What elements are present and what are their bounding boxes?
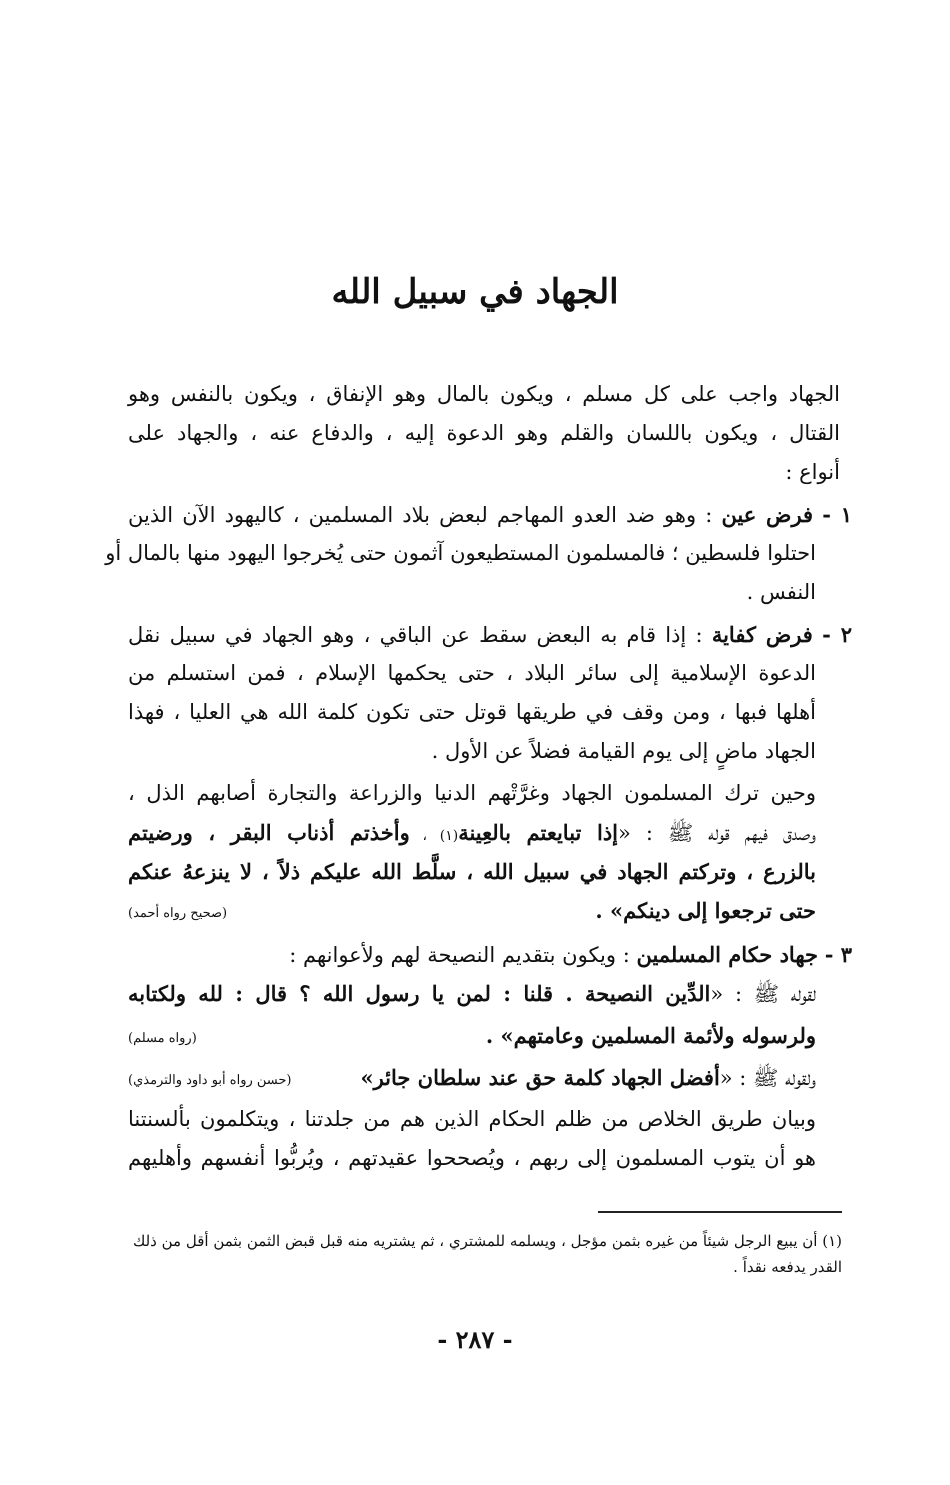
item-label: فرض كفاية [711, 622, 813, 647]
item3-line [128, 942, 852, 967]
footnote-divider [598, 1211, 842, 1213]
intro-line: أنواع : [785, 460, 840, 484]
hadith-text: الدِّين النصيحة . قلنا : لمن يا رسول الله ؟ قال : لله ولكتابه [128, 981, 711, 1006]
hadith-source: (حسن رواه أبو داود والترمذي) [128, 1073, 292, 1088]
item1-line: النفس . [746, 580, 816, 604]
text: وصدق فيهم قوله ﷺ : « [618, 821, 816, 845]
item-text: : إذا قام به البعض سقط عن الباقي ، وهو الجهاد في سبيل نقل [128, 623, 712, 647]
item2-line [128, 622, 852, 647]
leave-line [128, 820, 816, 851]
leave-line: وحين ترك المسلمون الجهاد وغرَّتْهم الدنيا والزراعة والتجارة أصابهم الذل ، [128, 781, 816, 805]
item-text: : وهو ضد العدو المهاجم لبعض بلاد المسلمين ، كاليهود الآن الذين [128, 503, 722, 527]
item-number: ٣ - [824, 942, 852, 967]
hadith-source: (صحيح رواه أحمد) [128, 906, 228, 921]
intro-line: القتال ، ويكون باللسان والقلم وهو الدعوة إليه ، والدفاع عنه ، والجهاد على [128, 421, 840, 445]
item1-line [128, 502, 852, 527]
footnote-ref: (١) ، [409, 828, 459, 844]
intro-line: الجهاد واجب على كل مسلم ، ويكون بالمال وهو الإنفاق ، ويكون بالنفس وهو [128, 382, 840, 406]
hadith-line: بالزرع ، وتركتم الجهاد في سبيل الله ، سلَّط الله عليكم ذلاً ، لا ينزعهُ عنكم [128, 859, 816, 884]
hadith-line: ولرسوله ولأئمة المسلمين وعامتهم» . [485, 1023, 816, 1048]
item-label: جهاد حكام المسلمين [636, 942, 818, 967]
page-title: الجهاد في سبيل الله [331, 272, 619, 312]
text: لقوله ﷺ : « [710, 982, 816, 1006]
item1-line: احتلوا فلسطين ؛ فالمسلمون المستطيعون آثمون حتى يُخرجوا اليهود منها بالمال أو [105, 541, 816, 565]
item2-line: الدعوة الإسلامية إلى سائر البلاد ، حتى يحكمها الإسلام ، فمن استسلم من [128, 661, 816, 685]
hadith-line: حتى ترجعوا إلى دينكم» . [595, 898, 816, 923]
footnote-line: (١) أن يبيع الرجل شيئاً من غيره بثمن مؤجل ، ويسلمه للمشتري ، ثم يشتريه منه قبل قبض الثمن بثمن أقل من ذلك [132, 1232, 842, 1250]
item2-line: أهلها فبها ، ومن وقف في طريقها قوتل حتى تكون كلمة الله هي العليا ، فهذا [128, 700, 816, 724]
footnote-line: القدر يدفعه نقداً . [733, 1258, 842, 1276]
item2-line: الجهاد ماضٍ إلى يوم القيامة فضلاً عن الأول . [431, 739, 816, 763]
item3-line: وبيان طريق الخلاص من ظلم الحكام الذين هم من جلدتنا ، ويتكلمون بألسنتنا [128, 1107, 816, 1131]
item3-line: هو أن يتوب المسلمون إلى ربهم ، ويُصححوا عقيدتهم ، ويُربُّوا أنفسهم وأهليهم [128, 1146, 816, 1170]
item-number: ١ - [822, 502, 852, 527]
item-text: : ويكون بتقديم النصيحة لهم ولأعوانهم : [289, 943, 637, 967]
hadith-text: أفضل الجهاد كلمة حق عند سلطان جائر» [360, 1065, 720, 1090]
hadith-text: وأخذتم أذناب البقر ، ورضيتم [128, 820, 410, 845]
text: ولقوله ﷺ : « [719, 1066, 816, 1090]
hadith-text: إذا تبايعتم بالعِينة [458, 820, 618, 845]
item-number: ٢ - [822, 622, 852, 647]
item-label: فرض عين [721, 502, 814, 527]
item3-line [128, 981, 816, 1012]
hadith-source: (رواه مسلم) [128, 1031, 197, 1046]
page-number: - ٢٨٧ - [437, 1325, 513, 1354]
